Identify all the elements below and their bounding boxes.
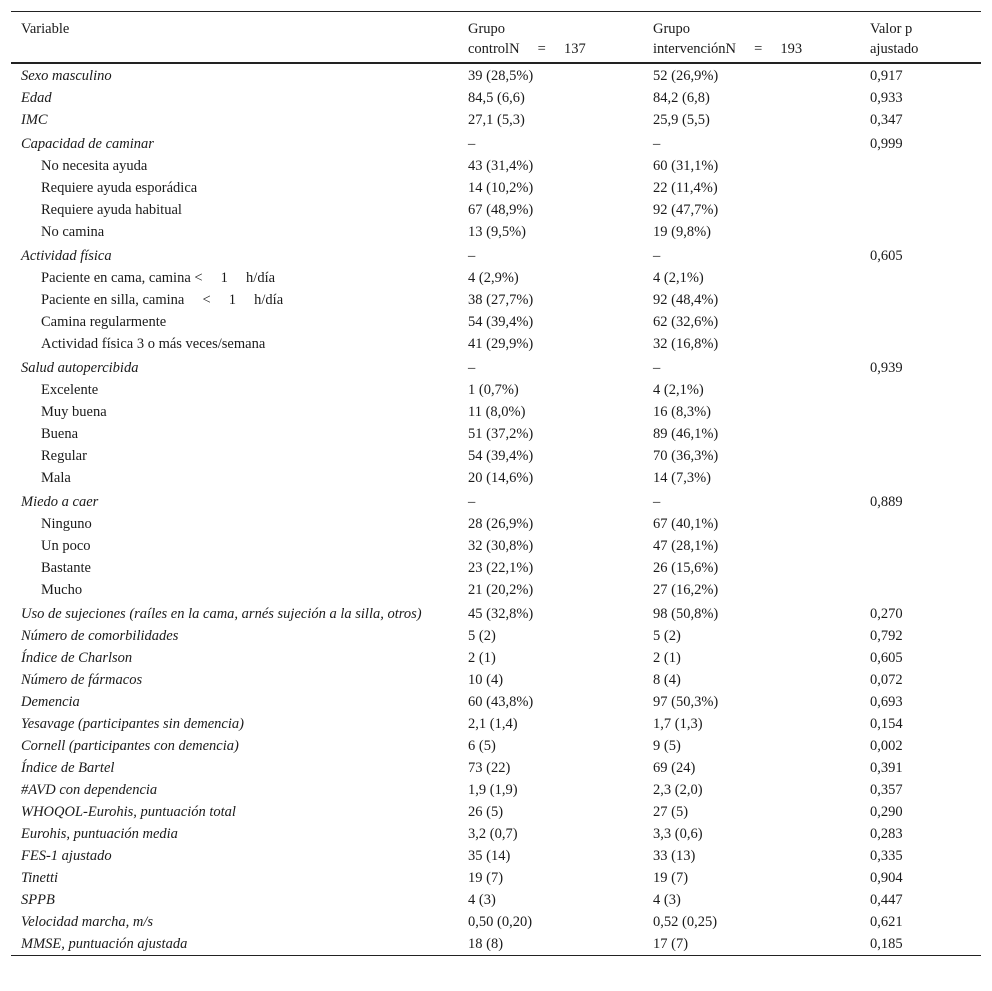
row-control-value: 51 (37,2%) <box>468 426 534 442</box>
row-p-value: 0,290 <box>870 804 903 820</box>
row-variable-label: Camina regularmente <box>41 314 167 330</box>
row-control-value: 39 (28,5%) <box>468 68 534 84</box>
row-p-value <box>870 221 981 243</box>
row-p-value <box>870 379 981 401</box>
row-p-value: 0,283 <box>870 826 903 842</box>
row-p-value: 0,154 <box>870 716 903 732</box>
row-intervention-value: 69 (24) <box>653 760 696 776</box>
row-intervention-value: 14 (7,3%) <box>653 470 711 486</box>
table-header <box>11 12 981 62</box>
table-body <box>11 64 981 955</box>
row-variable-label: Bastante <box>41 560 91 576</box>
row-p-value <box>870 557 981 579</box>
table-row <box>11 445 981 467</box>
row-intervention-value: 2,3 (2,0) <box>653 782 703 798</box>
row-control-value: 28 (26,9%) <box>468 516 534 532</box>
row-control-value: 4 (2,9%) <box>468 270 519 286</box>
row-variable-label: Requiere ayuda esporádica <box>41 180 198 196</box>
row-variable-label: Actividad física <box>21 248 112 264</box>
table-row <box>11 867 981 889</box>
row-control-value: 4 (3) <box>468 892 496 908</box>
row-p-value <box>870 267 981 289</box>
row-intervention-value: 8 (4) <box>653 672 681 688</box>
table-row <box>11 625 981 647</box>
row-p-value <box>870 445 981 467</box>
header-intervention-line2: intervenciónN = 193 <box>653 41 803 57</box>
header-intervention-line1: Grupo <box>653 21 691 37</box>
row-p-value: 0,605 <box>870 650 903 666</box>
row-intervention-value: 17 (7) <box>653 936 689 952</box>
row-intervention-value: 25,9 (5,5) <box>653 112 710 128</box>
row-intervention-value: 89 (46,1%) <box>653 426 719 442</box>
row-p-value: 0,999 <box>870 136 903 152</box>
row-variable-label: Edad <box>21 90 52 106</box>
row-variable-label: Sexo masculino <box>21 68 112 84</box>
row-intervention-value: 92 (48,4%) <box>653 292 719 308</box>
table-row <box>11 579 981 601</box>
row-intervention-value: – <box>653 136 661 152</box>
row-control-value: 3,2 (0,7) <box>468 826 518 842</box>
table-row <box>11 65 981 87</box>
row-variable-label: MMSE, puntuación ajustada <box>21 936 188 952</box>
table-row <box>11 289 981 311</box>
row-control-value: 5 (2) <box>468 628 496 644</box>
row-control-value: 2,1 (1,4) <box>468 716 518 732</box>
row-control-value: 21 (20,2%) <box>468 582 534 598</box>
row-p-value: 0,939 <box>870 360 903 376</box>
row-intervention-value: 70 (36,3%) <box>653 448 719 464</box>
table-row <box>11 109 981 131</box>
row-control-value: 26 (5) <box>468 804 504 820</box>
row-intervention-value: 60 (31,1%) <box>653 158 719 174</box>
header-control-group <box>468 19 653 62</box>
row-control-value: 35 (14) <box>468 848 511 864</box>
table-row <box>11 423 981 445</box>
row-control-value: 67 (48,9%) <box>468 202 534 218</box>
row-p-value <box>870 579 981 601</box>
row-intervention-value: 5 (2) <box>653 628 681 644</box>
row-intervention-value: 1,7 (1,3) <box>653 716 703 732</box>
row-p-value: 0,693 <box>870 694 903 710</box>
row-variable-label: Mala <box>41 470 71 486</box>
row-variable-label: Cornell (participantes con demencia) <box>21 738 239 754</box>
row-p-value <box>870 401 981 423</box>
row-variable-label: #AVD con dependencia <box>21 782 158 798</box>
table-row <box>11 513 981 535</box>
table-bottom-rule <box>11 955 981 956</box>
row-p-value: 0,185 <box>870 936 903 952</box>
row-control-value: – <box>468 248 476 264</box>
row-variable-label: Índice de Bartel <box>21 760 115 776</box>
table-row <box>11 647 981 669</box>
row-control-value: – <box>468 136 476 152</box>
row-control-value: 0,50 (0,20) <box>468 914 533 930</box>
row-intervention-value: 2 (1) <box>653 650 681 666</box>
row-intervention-value: 92 (47,7%) <box>653 202 719 218</box>
row-intervention-value: 26 (15,6%) <box>653 560 719 576</box>
row-intervention-value: 98 (50,8%) <box>653 606 719 622</box>
table-row <box>11 779 981 801</box>
row-p-value: 0,391 <box>870 760 903 776</box>
table-row <box>11 713 981 735</box>
header-variable: Variable <box>21 21 70 37</box>
row-variable-label: FES-1 ajustado <box>21 848 112 864</box>
row-intervention-value: – <box>653 494 661 510</box>
row-variable-label: Actividad física 3 o más veces/semana <box>41 336 266 352</box>
table-row <box>11 379 981 401</box>
row-intervention-value: 33 (13) <box>653 848 696 864</box>
table-row <box>11 199 981 221</box>
row-control-value: 84,5 (6,6) <box>468 90 525 106</box>
row-p-value: 0,933 <box>870 90 903 106</box>
row-intervention-value: 62 (32,6%) <box>653 314 719 330</box>
row-control-value: 2 (1) <box>468 650 496 666</box>
table-row <box>11 133 981 155</box>
row-variable-label: Paciente en silla, camina < 1 h/día <box>41 292 284 308</box>
row-p-value: 0,072 <box>870 672 903 688</box>
row-control-value: 38 (27,7%) <box>468 292 534 308</box>
table-row <box>11 333 981 355</box>
row-control-value: 20 (14,6%) <box>468 470 534 486</box>
row-variable-label: Un poco <box>41 538 91 554</box>
row-control-value: 10 (4) <box>468 672 504 688</box>
row-variable-label: Paciente en cama, camina < 1 h/día <box>41 270 276 286</box>
row-variable-label: Regular <box>41 448 87 464</box>
row-control-value: 14 (10,2%) <box>468 180 534 196</box>
row-p-value: 0,335 <box>870 848 903 864</box>
row-p-value <box>870 513 981 535</box>
row-p-value: 0,605 <box>870 248 903 264</box>
row-control-value: 41 (29,9%) <box>468 336 534 352</box>
row-intervention-value: 27 (5) <box>653 804 689 820</box>
table-row <box>11 735 981 757</box>
table-row <box>11 491 981 513</box>
row-variable-label: Demencia <box>21 694 80 710</box>
row-variable-label: Velocidad marcha, m/s <box>21 914 153 930</box>
row-intervention-value: 19 (9,8%) <box>653 224 711 240</box>
row-p-value <box>870 177 981 199</box>
table-row <box>11 845 981 867</box>
row-variable-label: Yesavage (participantes sin demencia) <box>21 716 244 732</box>
row-intervention-value: 27 (16,2%) <box>653 582 719 598</box>
table-row <box>11 357 981 379</box>
row-variable-label: Requiere ayuda habitual <box>41 202 182 218</box>
row-p-value <box>870 199 981 221</box>
row-p-value: 0,917 <box>870 68 903 84</box>
table-row <box>11 823 981 845</box>
header-p-line1: Valor p <box>870 21 913 37</box>
row-intervention-value: 4 (2,1%) <box>653 270 704 286</box>
row-variable-label: Buena <box>41 426 79 442</box>
row-p-value: 0,889 <box>870 494 903 510</box>
row-control-value: 6 (5) <box>468 738 496 754</box>
row-p-value <box>870 155 981 177</box>
row-control-value: 23 (22,1%) <box>468 560 534 576</box>
row-intervention-value: 4 (3) <box>653 892 681 908</box>
row-variable-label: Número de fármacos <box>21 672 143 688</box>
row-intervention-value: – <box>653 360 661 376</box>
table-row <box>11 467 981 489</box>
row-control-value: 18 (8) <box>468 936 504 952</box>
row-p-value <box>870 333 981 355</box>
table-row <box>11 221 981 243</box>
table-row <box>11 401 981 423</box>
row-control-value: 19 (7) <box>468 870 504 886</box>
row-p-value <box>870 535 981 557</box>
row-intervention-value: 4 (2,1%) <box>653 382 704 398</box>
row-intervention-value: – <box>653 248 661 264</box>
table-row <box>11 603 981 625</box>
row-control-value: 45 (32,8%) <box>468 606 534 622</box>
row-intervention-value: 52 (26,9%) <box>653 68 719 84</box>
row-intervention-value: 0,52 (0,25) <box>653 914 718 930</box>
table-row <box>11 911 981 933</box>
table-row <box>11 267 981 289</box>
row-variable-label: Salud autopercibida <box>21 360 139 376</box>
table-row <box>11 889 981 911</box>
row-p-value: 0,002 <box>870 738 903 754</box>
row-p-value: 0,792 <box>870 628 903 644</box>
table-row <box>11 87 981 109</box>
row-control-value: 13 (9,5%) <box>468 224 526 240</box>
row-p-value: 0,621 <box>870 914 903 930</box>
row-p-value: 0,447 <box>870 892 903 908</box>
row-variable-label: Ninguno <box>41 516 92 532</box>
table-row <box>11 245 981 267</box>
row-variable-label: Número de comorbilidades <box>21 628 179 644</box>
table-row <box>11 669 981 691</box>
row-p-value <box>870 289 981 311</box>
row-p-value: 0,357 <box>870 782 903 798</box>
row-intervention-value: 22 (11,4%) <box>653 180 718 196</box>
row-p-value <box>870 467 981 489</box>
table-row <box>11 757 981 779</box>
table-row <box>11 933 981 955</box>
row-variable-label: No necesita ayuda <box>41 158 148 174</box>
row-control-value: 54 (39,4%) <box>468 314 534 330</box>
table-row <box>11 535 981 557</box>
row-variable-label: Capacidad de caminar <box>21 136 154 152</box>
row-intervention-value: 32 (16,8%) <box>653 336 719 352</box>
row-intervention-value: 67 (40,1%) <box>653 516 719 532</box>
row-intervention-value: 19 (7) <box>653 870 689 886</box>
row-variable-label: Uso de sujeciones (raíles en la cama, arnés sujeción a la silla, otros) <box>21 606 422 622</box>
row-control-value: 32 (30,8%) <box>468 538 534 554</box>
header-intervention-group <box>653 19 870 62</box>
row-variable-label: Muy buena <box>41 404 107 420</box>
row-variable-label: SPPB <box>21 892 55 908</box>
header-control-line2: controlN = 137 <box>468 41 586 57</box>
row-control-value: 60 (43,8%) <box>468 694 534 710</box>
row-p-value: 0,904 <box>870 870 903 886</box>
row-variable-label: WHOQOL-Eurohis, puntuación total <box>21 804 236 820</box>
row-control-value: 11 (8,0%) <box>468 404 526 420</box>
row-variable-label: No camina <box>41 224 105 240</box>
row-intervention-value: 47 (28,1%) <box>653 538 719 554</box>
row-control-value: – <box>468 494 476 510</box>
row-p-value: 0,347 <box>870 112 903 128</box>
row-variable-label: Miedo a caer <box>21 494 99 510</box>
row-intervention-value: 97 (50,3%) <box>653 694 719 710</box>
table-row <box>11 691 981 713</box>
baseline-characteristics-table <box>11 11 981 956</box>
table-row <box>11 557 981 579</box>
header-control-line1: Grupo <box>468 21 506 37</box>
row-control-value: 54 (39,4%) <box>468 448 534 464</box>
row-p-value <box>870 311 981 333</box>
table-row <box>11 177 981 199</box>
row-variable-label: Índice de Charlson <box>21 650 133 666</box>
row-intervention-value: 3,3 (0,6) <box>653 826 703 842</box>
row-control-value: 43 (31,4%) <box>468 158 534 174</box>
row-variable-label: Mucho <box>41 582 83 598</box>
row-variable-label: IMC <box>21 112 48 128</box>
header-p-value <box>870 19 981 62</box>
table-row <box>11 801 981 823</box>
row-variable-label: Eurohis, puntuación media <box>21 826 178 842</box>
header-p-line2: ajustado <box>870 41 919 57</box>
row-control-value: – <box>468 360 476 376</box>
row-control-value: 1,9 (1,9) <box>468 782 518 798</box>
row-variable-label: Excelente <box>41 382 99 398</box>
row-p-value <box>870 423 981 445</box>
row-p-value: 0,270 <box>870 606 903 622</box>
row-intervention-value: 16 (8,3%) <box>653 404 711 420</box>
row-control-value: 73 (22) <box>468 760 511 776</box>
row-control-value: 27,1 (5,3) <box>468 112 525 128</box>
table-row <box>11 155 981 177</box>
row-intervention-value: 84,2 (6,8) <box>653 90 710 106</box>
row-variable-label: Tinetti <box>21 870 59 886</box>
row-control-value: 1 (0,7%) <box>468 382 519 398</box>
table-row <box>11 311 981 333</box>
row-intervention-value: 9 (5) <box>653 738 681 754</box>
